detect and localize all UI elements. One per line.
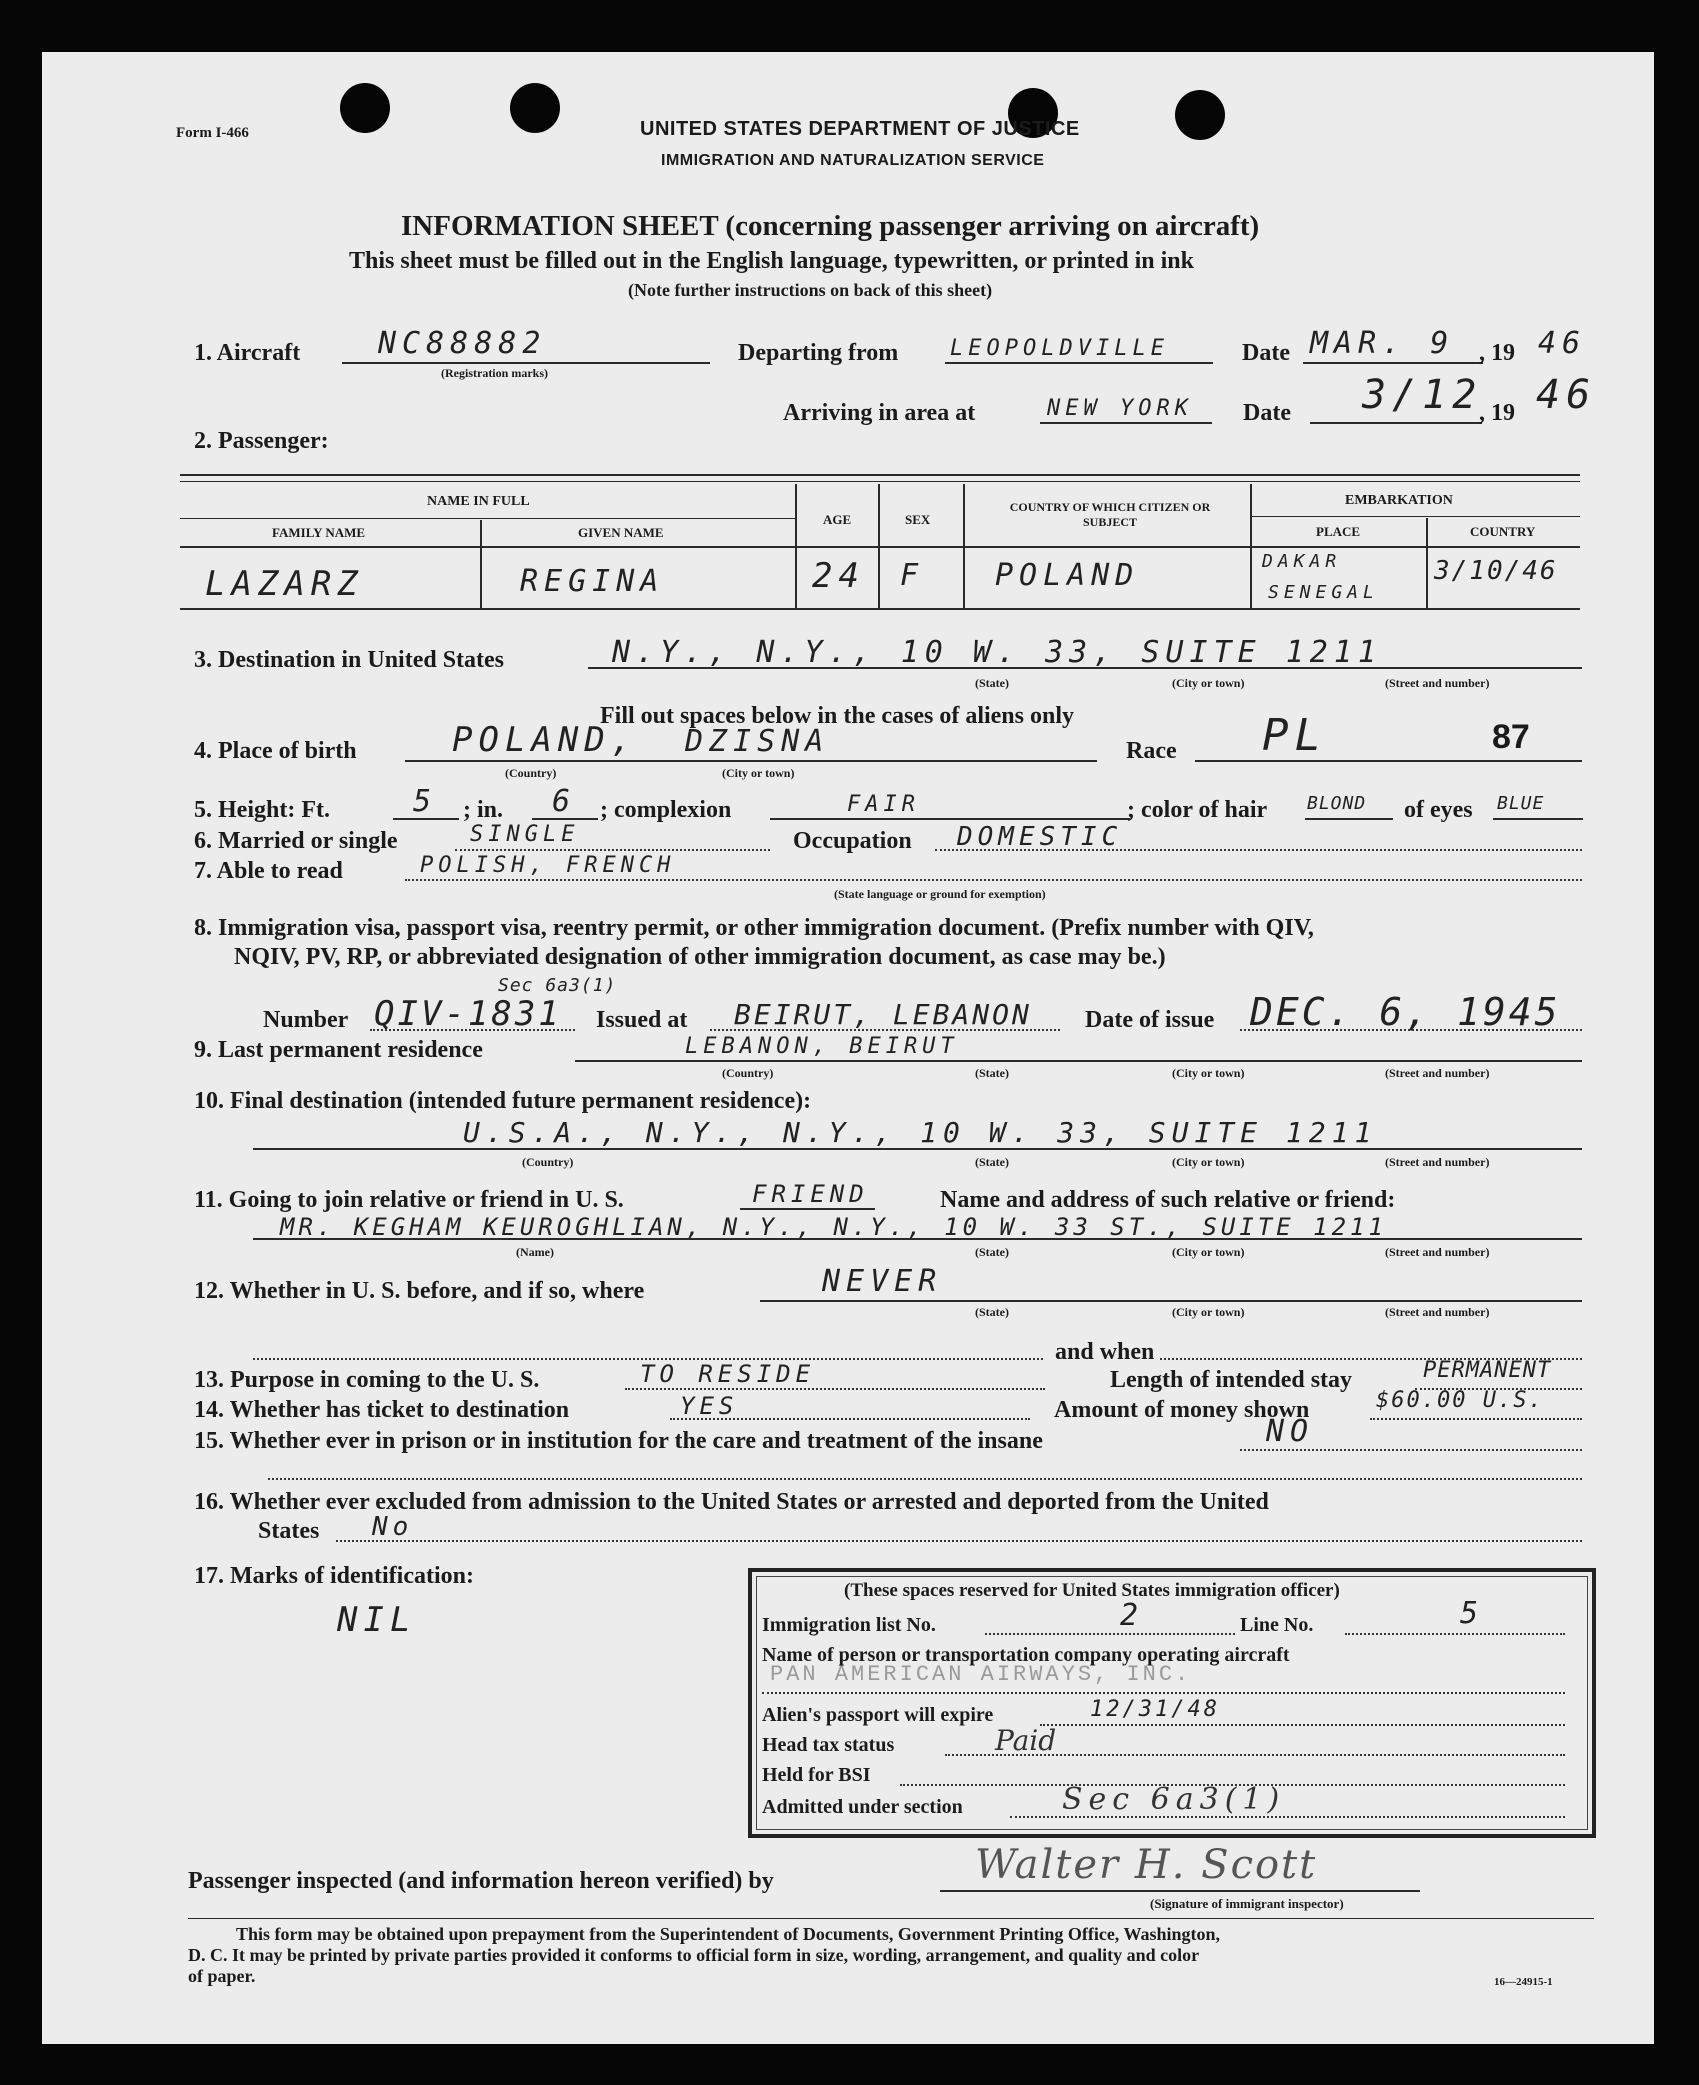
race-code: 87 bbox=[1492, 718, 1530, 756]
identification-value: NIL bbox=[337, 1600, 417, 1640]
footer-line-1: This form may be obtained upon prepayment from the Superintendent of Documents, Government Printing Office, Washington, bbox=[236, 1924, 1221, 1944]
tax-value: Paid bbox=[995, 1724, 1057, 1757]
tax-label: Head tax status bbox=[762, 1734, 895, 1756]
line-label: Line No. bbox=[1240, 1614, 1314, 1636]
height-label: 5. Height: Ft. bbox=[194, 797, 330, 823]
birth-city-caption: (City or town) bbox=[722, 766, 795, 780]
sex-value: F bbox=[900, 558, 925, 593]
issued-at-value: BEIRUT, LEBANON bbox=[734, 998, 1032, 1031]
punch-hole bbox=[340, 83, 390, 133]
officer-title: (These spaces reserved for United States immigration officer) bbox=[844, 1580, 1340, 1601]
excluded-line-2: States bbox=[258, 1518, 320, 1544]
inspector-signature: Walter H. Scott bbox=[975, 1842, 1318, 1888]
embarkation-place-2: SENEGAL bbox=[1268, 582, 1379, 603]
sheet-note: (Note further instructions on back of this sheet) bbox=[628, 280, 993, 300]
country-header: COUNTRY bbox=[1470, 524, 1536, 539]
expire-label: Alien's passport will expire bbox=[762, 1704, 994, 1726]
footer-line-2: D. C. It may be printed by private parties provided it conforms to official form in size, wording, arrangement, and quality and color bbox=[188, 1945, 1200, 1965]
identification-label: 17. Marks of identification: bbox=[194, 1563, 474, 1589]
line-value: 5 bbox=[1460, 1596, 1485, 1631]
ticket-label: 14. Whether has ticket to destination bbox=[194, 1397, 570, 1423]
expire-value: 12/31/48 bbox=[1090, 1697, 1220, 1722]
race-value: PL bbox=[1262, 710, 1327, 761]
signature-caption: (Signature of immigrant inspector) bbox=[1150, 1896, 1344, 1911]
relative-value: MR. KEGHAM KEUROGHLIAN, N.Y., N.Y., 10 W. 33 ST., SUITE 1211 bbox=[280, 1213, 1387, 1241]
year2-prefix: , 19 bbox=[1479, 400, 1515, 426]
us-before-city-caption: (City or town) bbox=[1172, 1305, 1245, 1319]
complexion-label: ; complexion bbox=[600, 797, 732, 823]
departure-date: MAR. 9 bbox=[1310, 326, 1455, 361]
arriving-value: NEW YORK bbox=[1047, 396, 1193, 421]
ticket-value: YES bbox=[680, 1392, 739, 1420]
excluded-value: No bbox=[372, 1512, 414, 1542]
operator-value: PAN AMERICAN AIRWAYS, INC. bbox=[770, 1662, 1192, 1687]
departing-label: Departing from bbox=[738, 340, 899, 366]
visa-line-1: 8. Immigration visa, passport visa, reentry permit, or other immigration document. (Prefix number with QIV, bbox=[194, 915, 1314, 941]
destination-label: 3. Destination in United States bbox=[194, 647, 505, 673]
stay-value: PERMANENT bbox=[1423, 1358, 1552, 1383]
given-name-value: REGINA bbox=[520, 564, 665, 599]
visa-line-2: NQIV, PV, RP, or abbreviated designation of other immigration document, as case may be.) bbox=[234, 944, 1166, 970]
occupation-value: DOMESTIC bbox=[957, 822, 1123, 852]
final-destination-value: U.S.A., N.Y., N.Y., 10 W. 33, SUITE 1211 bbox=[463, 1116, 1378, 1149]
aircraft-label: 1. Aircraft bbox=[194, 340, 301, 366]
birthplace-label: 4. Place of birth bbox=[194, 738, 357, 764]
us-before-street-caption: (Street and number) bbox=[1385, 1305, 1490, 1319]
eyes-value: BLUE bbox=[1497, 793, 1545, 814]
read-value: POLISH, FRENCH bbox=[420, 853, 676, 878]
given-name-header: GIVEN NAME bbox=[578, 525, 664, 540]
operator-label: Name of person or transportation company operating aircraft bbox=[762, 1644, 1290, 1666]
destination-value: N.Y., N.Y., 10 W. 33, SUITE 1211 bbox=[612, 635, 1382, 670]
final-street-caption: (Street and number) bbox=[1385, 1155, 1490, 1169]
sex-header: SEX bbox=[905, 512, 931, 527]
departing-value: LEOPOLDVILLE bbox=[950, 336, 1169, 361]
relative-name-caption: (Name) bbox=[516, 1245, 554, 1259]
embarkation-place-1: DAKAR bbox=[1262, 551, 1342, 572]
arriving-label: Arriving in area at bbox=[783, 400, 976, 426]
embarkation-country-value: 3/10/46 bbox=[1434, 556, 1558, 586]
service-title: IMMIGRATION AND NATURALIZATION SERVICE bbox=[661, 152, 1045, 169]
family-name-value: LAZARZ bbox=[205, 564, 364, 604]
read-label: 7. Able to read bbox=[194, 858, 343, 884]
stay-label: Length of intended stay bbox=[1110, 1367, 1353, 1393]
embarkation-header: EMBARKATION bbox=[1345, 493, 1453, 508]
name-in-full-header: NAME IN FULL bbox=[427, 494, 530, 509]
final-destination-label: 10. Final destination (intended future permanent residence): bbox=[194, 1088, 812, 1114]
punch-hole bbox=[510, 83, 560, 133]
married-value: SINGLE bbox=[470, 822, 580, 847]
arrival-date-label: Date bbox=[1243, 400, 1291, 426]
form-number: Form I-466 bbox=[176, 125, 249, 141]
list-value: 2 bbox=[1120, 1598, 1145, 1633]
occupation-label: Occupation bbox=[793, 828, 912, 854]
section-label: Admitted under section bbox=[762, 1796, 963, 1818]
excluded-line-1: 16. Whether ever excluded from admission to the United States or arrested and deported from the United bbox=[194, 1489, 1269, 1515]
height-in-value: 6 bbox=[552, 784, 577, 819]
purpose-label: 13. Purpose in coming to the U. S. bbox=[194, 1367, 540, 1393]
age-value: 24 bbox=[812, 556, 865, 596]
complexion-value: FAIR bbox=[847, 792, 920, 817]
hair-label: ; color of hair bbox=[1127, 797, 1268, 823]
sheet-title: INFORMATION SHEET (concerning passenger arriving on aircraft) bbox=[401, 210, 1260, 242]
final-state-caption: (State) bbox=[975, 1155, 1009, 1169]
us-before-state-caption: (State) bbox=[975, 1305, 1009, 1319]
city-caption: (City or town) bbox=[1172, 676, 1245, 690]
residence-street-caption: (Street and number) bbox=[1385, 1066, 1490, 1080]
department-title: UNITED STATES DEPARTMENT OF JUSTICE bbox=[640, 118, 1080, 140]
date-label: Date bbox=[1242, 340, 1290, 366]
visa-number-label: Number bbox=[263, 1007, 349, 1033]
registration-caption: (Registration marks) bbox=[441, 366, 548, 380]
date-of-issue-label: Date of issue bbox=[1085, 1007, 1215, 1033]
eyes-label: of eyes bbox=[1404, 797, 1473, 823]
relative-state-caption: (State) bbox=[975, 1245, 1009, 1259]
race-label: Race bbox=[1126, 738, 1177, 764]
and-when-label: and when bbox=[1055, 1339, 1155, 1365]
punch-hole bbox=[1175, 90, 1225, 140]
issued-at-label: Issued at bbox=[596, 1007, 688, 1033]
residence-label: 9. Last permanent residence bbox=[194, 1037, 483, 1063]
height-ft-value: 5 bbox=[413, 784, 438, 819]
arrival-date: 3/12 bbox=[1362, 372, 1483, 418]
relation-value: FRIEND bbox=[752, 1180, 869, 1208]
inspected-label: Passenger inspected (and information hereon verified) by bbox=[188, 1868, 774, 1894]
age-header: AGE bbox=[823, 512, 852, 527]
birth-country-value: POLAND, bbox=[452, 720, 638, 760]
us-before-value: NEVER bbox=[822, 1264, 943, 1299]
hair-value: BLOND bbox=[1307, 793, 1367, 814]
height-in-label: ; in. bbox=[463, 797, 504, 823]
footer-line-3: of paper. bbox=[188, 1966, 256, 1986]
final-city-caption: (City or town) bbox=[1172, 1155, 1245, 1169]
departure-year: 46 bbox=[1538, 326, 1587, 361]
country-citizen-header: COUNTRY OF WHICH CITIZEN OR SUBJECT bbox=[1009, 500, 1211, 529]
relative-city-caption: (City or town) bbox=[1172, 1245, 1245, 1259]
place-header: PLACE bbox=[1316, 524, 1361, 539]
relative-street-caption: (Street and number) bbox=[1385, 1245, 1490, 1259]
us-before-label: 12. Whether in U. S. before, and if so, where bbox=[194, 1278, 645, 1304]
street-caption: (Street and number) bbox=[1385, 676, 1490, 690]
residence-city-caption: (City or town) bbox=[1172, 1066, 1245, 1080]
aircraft-value: NC88882 bbox=[378, 326, 547, 361]
bsi-label: Held for BSI bbox=[762, 1764, 871, 1786]
visa-number-value: QIV-1831 bbox=[374, 994, 562, 1034]
residence-value: LEBANON, BEIRUT bbox=[685, 1034, 959, 1059]
birth-country-caption: (Country) bbox=[505, 766, 557, 780]
money-value: $60.00 U.S. bbox=[1376, 1388, 1544, 1413]
purpose-value: TO RESIDE bbox=[640, 1360, 816, 1388]
relative-name-label: Name and address of such relative or friend: bbox=[940, 1187, 1396, 1213]
money-label: Amount of money shown bbox=[1054, 1397, 1310, 1423]
final-country-caption: (Country) bbox=[522, 1155, 574, 1169]
arrival-year: 46 bbox=[1536, 372, 1597, 418]
citizen-of-value: POLAND bbox=[995, 558, 1140, 593]
section-value: Sec 6a3(1) bbox=[1062, 1782, 1286, 1817]
date-of-issue-value: DEC. 6, 1945 bbox=[1250, 990, 1561, 1034]
aliens-only-note: Fill out spaces below in the cases of aliens only bbox=[600, 703, 1075, 729]
list-label: Immigration list No. bbox=[762, 1614, 936, 1636]
prison-value: NO bbox=[1266, 1414, 1315, 1449]
state-caption: (State) bbox=[975, 676, 1009, 690]
birth-city-value: DZISNA bbox=[685, 724, 830, 759]
prison-label: 15. Whether ever in prison or in institution for the care and treatment of the insane bbox=[194, 1428, 1043, 1454]
year-prefix: , 19 bbox=[1479, 340, 1515, 366]
residence-state-caption: (State) bbox=[975, 1066, 1009, 1080]
residence-country-caption: (Country) bbox=[722, 1066, 774, 1080]
join-relative-label: 11. Going to join relative or friend in U. S. bbox=[194, 1187, 624, 1213]
form-code: 16—24915-1 bbox=[1494, 1976, 1553, 1988]
family-name-header: FAMILY NAME bbox=[272, 525, 366, 540]
sheet-instruction: This sheet must be filled out in the English language, typewritten, or printed in ink bbox=[349, 248, 1194, 274]
visa-number-note: Sec 6a3(1) bbox=[498, 975, 617, 996]
married-label: 6. Married or single bbox=[194, 828, 398, 854]
read-caption: (State language or ground for exemption) bbox=[834, 887, 1046, 901]
passenger-label: 2. Passenger: bbox=[194, 428, 329, 454]
